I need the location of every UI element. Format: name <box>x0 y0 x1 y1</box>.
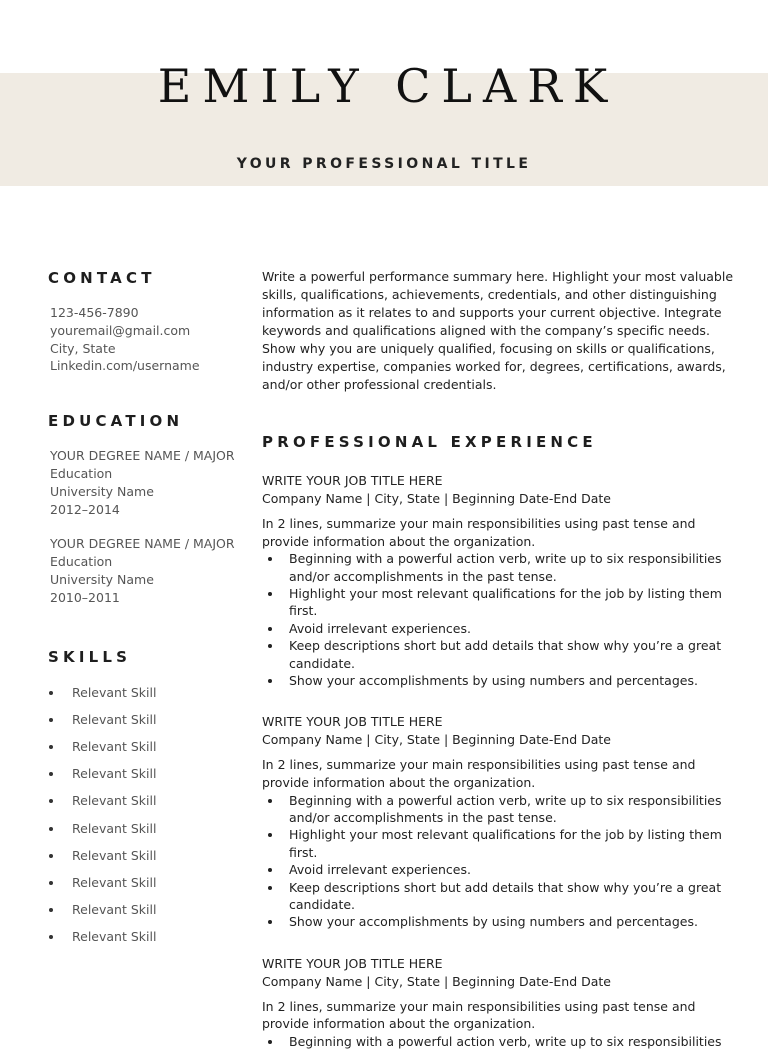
education-entry <box>50 535 238 606</box>
job-company: Company Name | City, State | Beginning Date-End Date <box>262 732 611 748</box>
job-bullet <box>262 861 742 878</box>
skill-item <box>48 738 238 755</box>
contact-location: City, State <box>50 340 116 356</box>
job-title: WRITE YOUR JOB TITLE HERE <box>262 473 443 488</box>
skill-label: Relevant Skill <box>72 766 157 782</box>
bullet-icon <box>49 854 53 858</box>
job-bullet <box>262 620 742 637</box>
skills-heading: SKILLS <box>48 647 132 666</box>
job-summary: In 2 lines, summarize your main responsibilities using past tense and provide information about the organization. <box>262 516 696 549</box>
bullet-icon <box>49 935 53 939</box>
bullet-text: Show your accomplishments by using numbers and percentages. <box>289 673 698 689</box>
bullet-icon <box>49 799 53 803</box>
bullet-icon <box>49 908 53 912</box>
degree-name: YOUR DEGREE NAME / MAJOR <box>50 448 235 464</box>
skill-label: Relevant Skill <box>72 902 157 918</box>
university-name: University Name <box>50 483 154 499</box>
skills-list <box>48 684 238 946</box>
skill-item <box>48 711 238 728</box>
skill-item <box>48 820 238 837</box>
skill-label: Relevant Skill <box>72 711 157 727</box>
bullet-icon <box>268 644 272 648</box>
job-summary: In 2 lines, summarize your main responsibilities using past tense and provide information about the organization. <box>262 998 696 1032</box>
bullet-icon <box>268 557 272 561</box>
job-bullet <box>262 637 742 672</box>
skill-item <box>48 901 238 918</box>
job-bullet <box>262 792 742 827</box>
job-bullet <box>262 550 742 585</box>
job-bullet <box>262 585 742 620</box>
right-column <box>262 268 742 1050</box>
bullet-text: Avoid irrelevant experiences. <box>289 862 471 878</box>
contact-email: youremail@gmail.com <box>50 322 191 338</box>
bullet-text: Highlight your most relevant qualifications for the job by listing them first. <box>289 827 722 860</box>
education-years: 2010–2011 <box>50 589 120 605</box>
skill-label: Relevant Skill <box>72 793 157 809</box>
skill-item <box>48 765 238 782</box>
bullet-icon <box>49 745 53 749</box>
contact-phone: 123-456-7890 <box>50 305 139 320</box>
job-entry <box>262 472 742 689</box>
skill-label: Relevant Skill <box>72 874 157 890</box>
bullet-icon <box>268 679 272 683</box>
skill-item <box>48 874 238 891</box>
job-bullet <box>262 826 742 861</box>
job-company: Company Name | City, State | Beginning Date-End Date <box>262 973 611 989</box>
performance-summary: Write a powerful performance summary here. Highlight your most valuable skills, qualifications, achievements, credentials, and other distinguishing information as it relates to and supports your current objective. Integrate keywords and qualifications aligned with the company’s specific needs. Show why you are uniquely qualified, focusing on skills or qualifications, industry expertise, companies worked for, degrees, certifications, awards, and/or other professional credentials. <box>262 269 734 392</box>
bullet-icon <box>268 799 272 803</box>
job-summary: In 2 lines, summarize your main responsibilities using past tense and provide information about the organization. <box>262 757 696 791</box>
bullet-icon <box>49 691 53 695</box>
job-entry <box>262 955 742 1050</box>
bullet-text: Beginning with a powerful action verb, write up to six responsibilities and/or accomplishments in the past tense. <box>289 551 722 584</box>
bullet-text: Show your accomplishments by using numbers and percentages. <box>289 914 698 930</box>
job-bullets <box>262 550 742 689</box>
skill-label: Relevant Skill <box>72 684 157 700</box>
skill-label: Relevant Skill <box>72 820 157 836</box>
bullet-text: Beginning with a powerful action verb, write up to six responsibilities and/or accomplishments in the past tense. <box>289 792 722 826</box>
bullet-text: Keep descriptions short but add details that show why you’re a great candidate. <box>289 638 722 671</box>
education-entry <box>50 447 238 518</box>
bullet-icon <box>49 718 53 722</box>
bullet-icon <box>268 833 272 837</box>
bullet-icon <box>49 827 53 831</box>
bullet-text: Beginning with a powerful action verb, write up to six responsibilities <box>289 1034 722 1050</box>
bullet-icon <box>49 881 53 885</box>
professional-title: YOUR PROFESSIONAL TITLE <box>236 156 532 172</box>
bullet-icon <box>268 920 272 924</box>
contact-linkedin: Linkedin.com/username <box>50 358 200 374</box>
job-bullet <box>262 879 742 914</box>
bullet-icon <box>268 886 272 890</box>
job-bullets <box>262 792 742 931</box>
skill-item <box>48 792 238 809</box>
education-list <box>50 447 238 606</box>
bullet-icon <box>268 1040 272 1044</box>
bullet-icon <box>268 627 272 631</box>
job-company: Company Name | City, State | Beginning Date-End Date <box>262 491 611 506</box>
education-heading: EDUCATION <box>48 412 184 431</box>
bullet-text: Avoid irrelevant experiences. <box>289 620 471 636</box>
skill-item <box>48 684 238 701</box>
bullet-icon <box>268 592 272 596</box>
skill-label: Relevant Skill <box>72 738 157 754</box>
education-years: 2012–2014 <box>50 501 120 517</box>
candidate-name: EMILY CLARK <box>157 59 619 113</box>
job-bullet <box>262 913 742 930</box>
bullet-text: Highlight your most relevant qualifications for the job by listing them first. <box>289 586 722 619</box>
contact-details <box>50 304 238 375</box>
bullet-text: Keep descriptions short but add details that show why you’re a great candidate. <box>289 879 722 913</box>
degree-field: Education <box>50 554 113 570</box>
job-entry <box>262 713 742 930</box>
experience-heading: PROFESSIONAL EXPERIENCE <box>262 433 597 451</box>
degree-field: Education <box>50 465 113 481</box>
job-title: WRITE YOUR JOB TITLE HERE <box>262 714 443 730</box>
job-bullet <box>262 672 742 689</box>
degree-name: YOUR DEGREE NAME / MAJOR <box>50 536 235 552</box>
contact-heading: CONTACT <box>48 269 156 287</box>
skill-item <box>48 928 238 945</box>
job-bullet <box>262 1033 742 1050</box>
left-column <box>48 268 238 955</box>
job-bullets <box>262 1033 742 1050</box>
bullet-icon <box>268 868 272 872</box>
bullet-icon <box>49 772 53 776</box>
job-title: WRITE YOUR JOB TITLE HERE <box>262 955 443 971</box>
university-name: University Name <box>50 571 154 587</box>
skill-label: Relevant Skill <box>72 929 157 945</box>
skill-label: Relevant Skill <box>72 847 157 863</box>
skill-item <box>48 847 238 864</box>
